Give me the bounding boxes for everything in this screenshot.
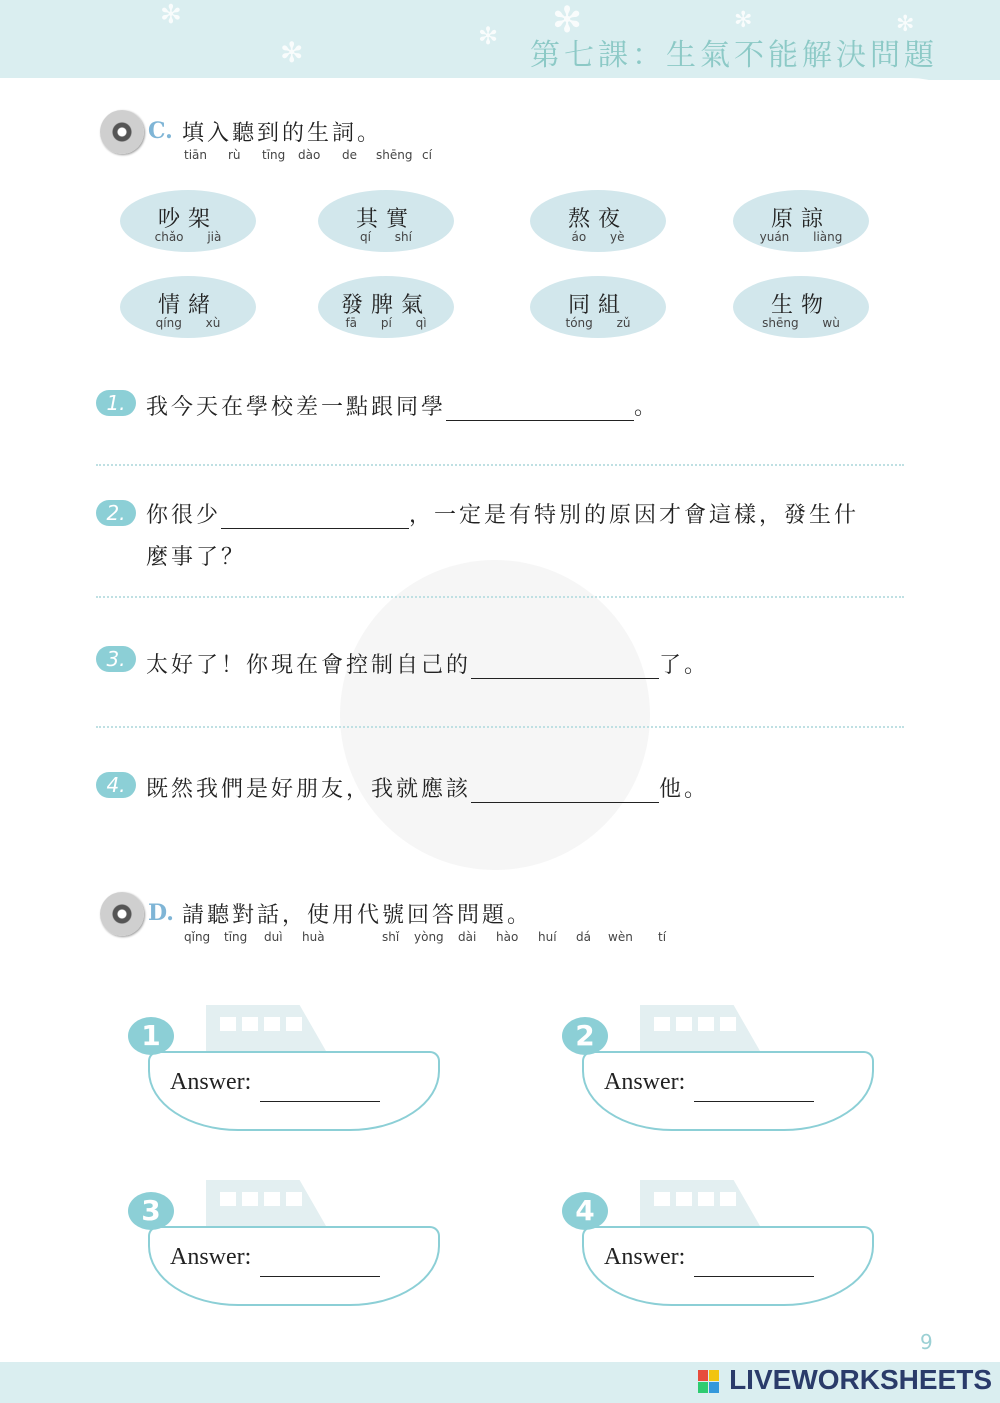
vocab-word: 原諒 <box>770 207 831 232</box>
question-text: 既然我們是好朋友，我就應該 <box>146 777 472 802</box>
question-2 <box>146 498 859 529</box>
pinyin-syllable: cí <box>422 148 432 162</box>
pinyin-syllable: huà <box>302 930 325 944</box>
pinyin-syllable: duì <box>264 930 283 944</box>
vocab-pinyin: qí shí <box>360 230 412 244</box>
question-4 <box>146 772 709 803</box>
vocab-pill <box>530 276 666 338</box>
section-letter: D. <box>148 900 174 926</box>
pinyin-syllable: tiān <box>184 148 207 162</box>
vocab-pinyin: tóng zǔ <box>565 316 631 330</box>
answer-label: Answer: <box>170 1244 252 1270</box>
vocab-pill <box>120 276 256 338</box>
question-text: 我今天在學校差一點跟同學 <box>146 395 447 420</box>
question-number: 1. <box>96 390 136 416</box>
pinyin-syllable: hào <box>496 930 519 944</box>
answer-card-2 <box>562 1005 872 1155</box>
answer-card-4 <box>562 1180 872 1330</box>
answer-blank[interactable] <box>471 772 659 803</box>
question-number: 4. <box>96 772 136 798</box>
answer-card-1 <box>128 1005 438 1155</box>
answer-input[interactable] <box>260 1276 380 1277</box>
pinyin-syllable: dá <box>576 930 591 944</box>
card-tab <box>640 1180 760 1226</box>
question-3 <box>146 648 709 679</box>
pinyin-syllable: rù <box>228 148 241 162</box>
pinyin-syllable: tí <box>658 930 667 944</box>
card-number: 3 <box>128 1192 174 1230</box>
snowflake-icon: ✻ <box>160 0 182 30</box>
vocab-word: 發脾氣 <box>340 293 431 318</box>
snowflake-icon: ✻ <box>734 8 753 33</box>
audio-cd-icon[interactable] <box>100 110 144 154</box>
answer-label: Answer: <box>604 1244 686 1270</box>
vocab-word: 其實 <box>355 207 416 232</box>
vocab-pinyin: yuán liàng <box>759 230 843 244</box>
vocab-pill <box>733 190 869 252</box>
snowflake-icon: ✻ <box>280 36 304 69</box>
answer-card-3 <box>128 1180 438 1330</box>
pinyin-syllable: de <box>342 148 357 162</box>
vocab-word: 情緒 <box>157 293 218 318</box>
vocab-pill <box>318 190 454 252</box>
liveworksheets-logo-icon <box>698 1370 720 1394</box>
question-text: 了。 <box>659 653 710 678</box>
section-instruction: 填入聽到的生詞。 <box>182 121 383 146</box>
snowflake-icon: ✻ <box>552 0 583 41</box>
card-number: 1 <box>128 1017 174 1055</box>
vocab-pinyin: qíng xù <box>155 316 221 330</box>
pinyin-syllable: dài <box>458 930 477 944</box>
snowflake-icon: ✻ <box>896 12 915 37</box>
answer-blank[interactable] <box>446 390 634 421</box>
audio-cd-icon[interactable] <box>100 892 144 936</box>
card-tab <box>640 1005 760 1051</box>
watermark-emblem <box>340 560 650 870</box>
pinyin-syllable: wèn <box>608 930 633 944</box>
vocab-pill <box>733 276 869 338</box>
page-number: 9 <box>920 1330 933 1354</box>
pinyin-syllable: tīng <box>224 930 248 944</box>
pinyin-syllable: huí <box>538 930 557 944</box>
vocab-pill <box>530 190 666 252</box>
section-letter: C. <box>148 118 173 144</box>
answer-blank[interactable] <box>471 648 659 679</box>
answer-label: Answer: <box>604 1069 686 1095</box>
card-tab <box>206 1005 326 1051</box>
pinyin-syllable: shǐ <box>382 930 400 944</box>
section-c-heading <box>100 110 900 170</box>
answer-blank[interactable] <box>221 498 409 529</box>
question-text: 太好了！你現在會控制自己的 <box>146 653 472 678</box>
lesson-title: 第七課：生氣不能解決問題 <box>530 38 938 73</box>
pinyin-syllable: tīng <box>262 148 286 162</box>
question-text: 你很少 <box>146 503 222 528</box>
vocab-pinyin: shēng wù <box>762 316 840 330</box>
vocab-pinyin: áo yè <box>571 230 625 244</box>
section-d-heading <box>100 892 900 952</box>
question-number: 3. <box>96 646 136 672</box>
pinyin-syllable: dào <box>298 148 321 162</box>
pinyin-syllable: shēng <box>376 148 413 162</box>
question-text: 。 <box>634 395 660 420</box>
divider <box>96 596 904 598</box>
question-text: 麼事了？ <box>146 545 247 570</box>
answer-input[interactable] <box>260 1101 380 1102</box>
vocab-word: 生物 <box>770 293 831 318</box>
question-number: 2. <box>96 500 136 526</box>
divider <box>96 464 904 466</box>
question-text: 他。 <box>659 777 710 802</box>
section-instruction: 請聽對話，使用代號回答問題。 <box>182 903 533 928</box>
answer-input[interactable] <box>694 1101 814 1102</box>
vocab-word: 同組 <box>567 293 628 318</box>
vocab-word: 熬夜 <box>567 207 628 232</box>
snowflake-icon: ✻ <box>478 22 499 50</box>
vocab-pill <box>318 276 454 338</box>
card-number: 2 <box>562 1017 608 1055</box>
card-tab <box>206 1180 326 1226</box>
question-1 <box>146 390 659 421</box>
vocab-word: 吵架 <box>157 207 218 232</box>
vocab-pill <box>120 190 256 252</box>
brand-name[interactable]: LIVEWORKSHEETS <box>729 1364 992 1395</box>
answer-label: Answer: <box>170 1069 252 1095</box>
vocab-pinyin: chǎo jià <box>154 230 222 244</box>
answer-input[interactable] <box>694 1276 814 1277</box>
question-text: ，一定是有特別的原因才會這樣，發生什 <box>409 503 860 528</box>
pinyin-syllable: yòng <box>414 930 444 944</box>
vocab-pinyin: fā pí qì <box>345 316 427 330</box>
card-number: 4 <box>562 1192 608 1230</box>
divider <box>96 726 904 728</box>
pinyin-syllable: qǐng <box>184 930 211 944</box>
